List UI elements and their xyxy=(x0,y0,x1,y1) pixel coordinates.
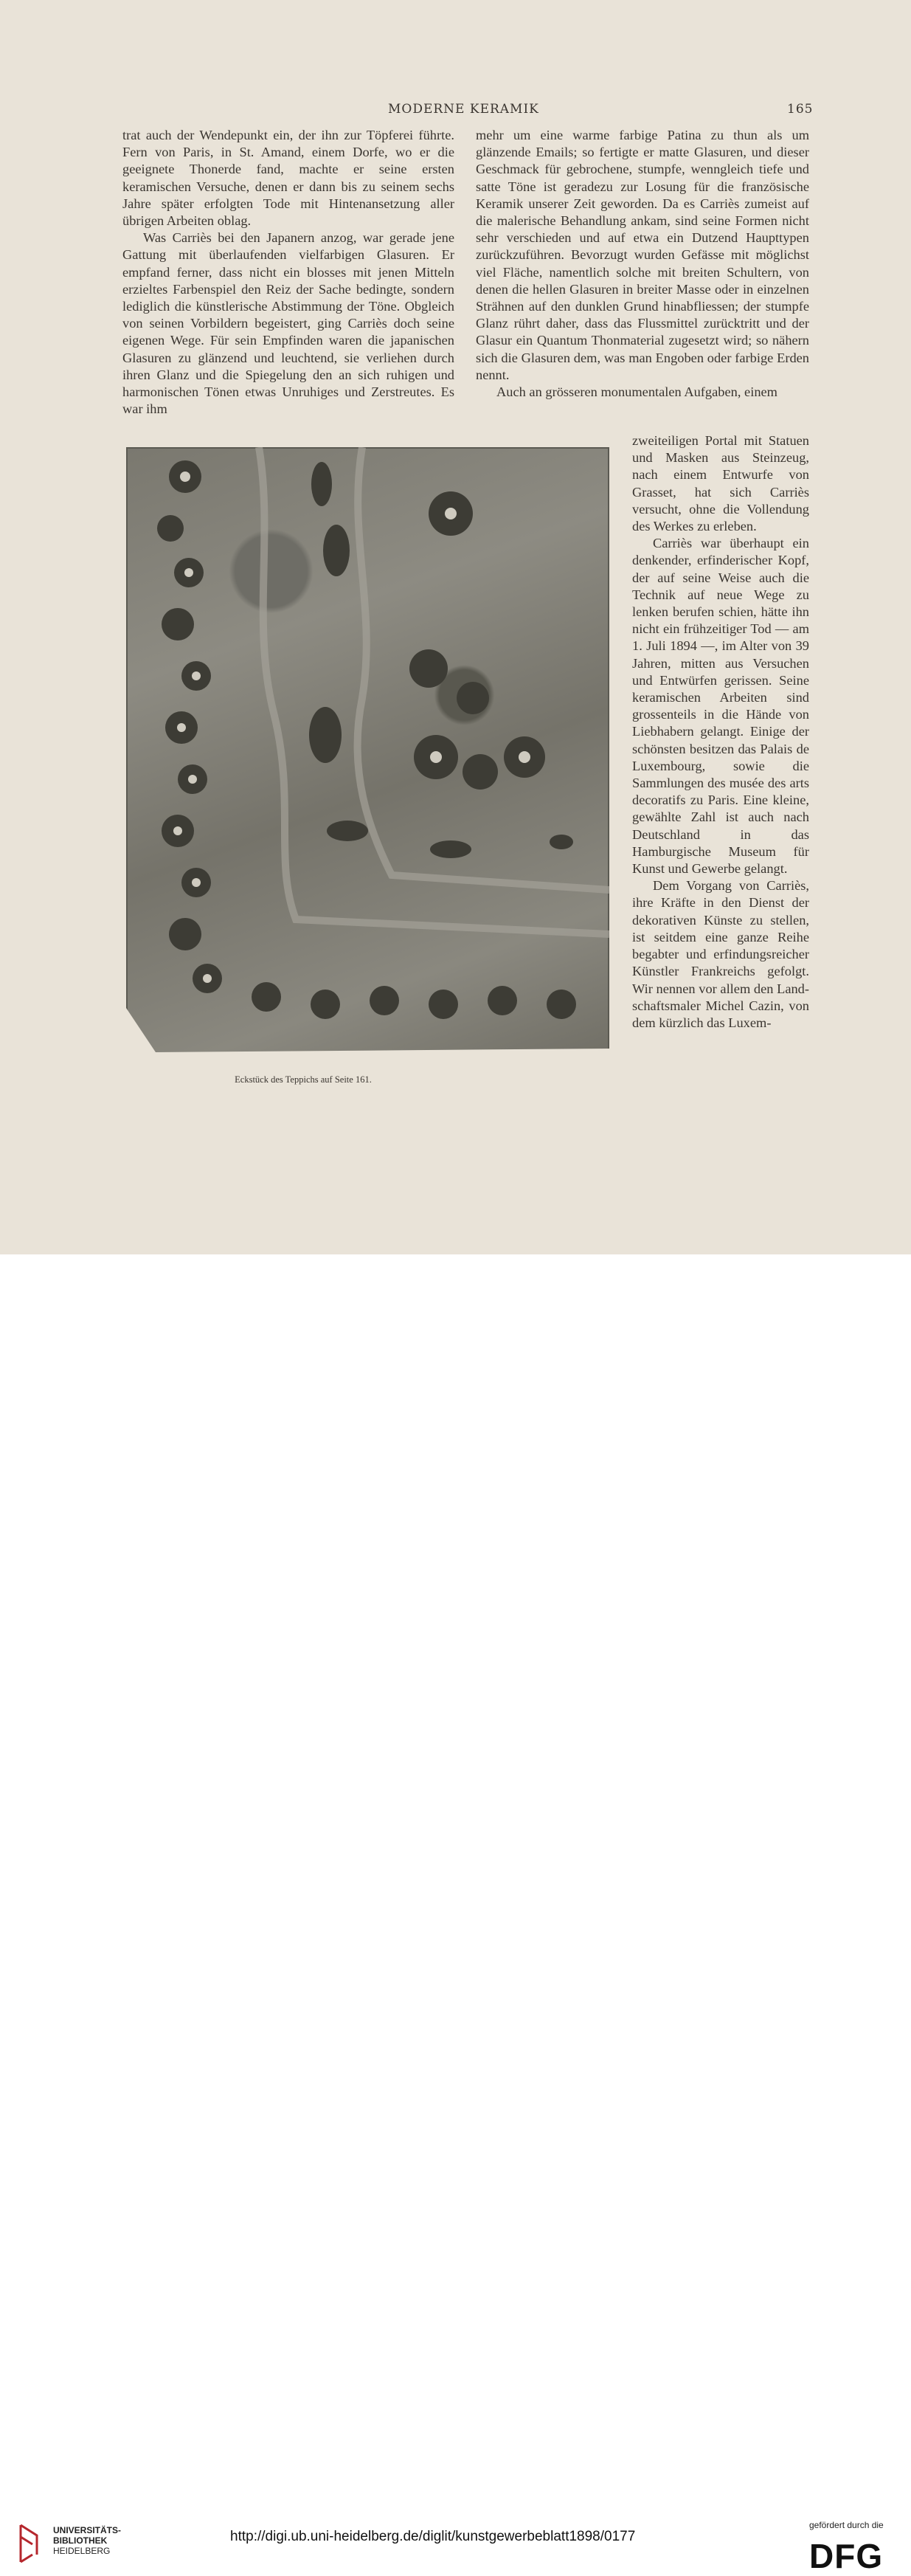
running-head xyxy=(0,102,911,120)
paragraph: zweiteiligen Portal mit Statuen und Masken aus Steinzeug, nach einem Entwurfe von Grasset, hat sich Carriès versucht, ohne die Vollendung des Werkes zu erleben. xyxy=(632,433,809,534)
permalink-url[interactable]: http://digi.ub.uni-heidelberg.de/diglit/kunstgewerbeblatt1898/0177 xyxy=(230,2529,636,2544)
carpet-pattern-illustration xyxy=(126,447,609,1067)
scanned-page xyxy=(0,0,911,1254)
paragraph: trat auch der Wendepunkt ein, der ihn zur Töpferei führte. Fern von Paris, in St. Amand, einem Dorfe, wo er die geeignete Thonerde fand, machte er seine ersten keramischen Versuche, denen er dann bis zu seinem sechs Jahre später erfolgten Tode mit Hintenansetzung aller übrigen Arbeiten oblag. xyxy=(122,128,454,229)
paragraph: Carriès war überhaupt ein denkender, erfinderischer Kopf, der auf seine Weise auch die Technik auf neue Wege zu lenken berufen schien, hätte ihn nicht ein frühzeitiger Tod — am 1. Juli 1894 —, im Alter von 39 Jahren, mitten aus Versuchen und Entwürfen gerissen. Seine keramischen Arbeiten sind grossenteils in die Hände von Liebhabern gelangt. Einige der schönsten besitzen das Palais de Luxembourg, sowie die Sammlungen des musée des arts decoratifs zu Paris. Eine kleine, gewählte Zahl ist auch nach Deutschland in das Hamburgische Museum für Kunst und Gewerbe gelangt. xyxy=(632,536,809,877)
running-title: MODERNE KERAMIK xyxy=(388,102,539,117)
institution-name xyxy=(53,2525,121,2556)
carpet-photograph xyxy=(126,447,609,1067)
left-text-column xyxy=(122,127,454,418)
paragraph: Dem Vorgang von Carriès, ihre Kräfte in den Dienst der dekorativen Künste zu stellen, ist seitdem eine ganze Reihe begabter und erfindungsreicher Künstler Frankreichs gefolgt. Wir nennen vor allem den Landschaftsmaler Michel Cazin, von dem kürzlich das Luxem- xyxy=(632,878,809,1030)
right-text-column xyxy=(476,127,809,401)
institution-line: BIBLIOTHEK xyxy=(53,2535,108,2546)
institution-line: UNIVERSITÄTS- xyxy=(53,2525,122,2535)
paragraph: mehr um eine warme farbige Patina zu thun als um glänzende Emails; so fertigte er matte Glasuren, und dieser Geschmack für gebrochene, stumpfe, wenngleich tiefe und satte Töne ist geradezu zur Losung für die französische Keramik unserer Zeit geworden. Da es Carriès zumeist auf die malerische Behandlung ankam, sind seine Formen nicht sehr verschieden und auf etwa ein Dutzend Haupttypen zurückzuführen. Bevorzugt wurden Gefässe mit möglichst viel Fläche, namentlich solche mit breiten Schultern, von denen die hellen Glasuren in breiter Masse oder in einzelnen Strähnen auf den dunklen Grund hinabfliessen; der stumpfe Glanz rührt daher, dass das Flussmittel zurücktritt und der Glasur ein Quantum Thonmaterial zugesetzt wird; so nähern sich die Glasuren dem, was man Engoben oder farbige Erden nennt. xyxy=(476,128,809,382)
funding-note: gefördert durch die xyxy=(809,2520,884,2530)
footer-bar xyxy=(0,1254,911,2575)
university-library-logo-icon xyxy=(15,2522,47,2565)
page-number: 165 xyxy=(787,102,814,117)
right-narrow-text-column xyxy=(632,432,809,1032)
dfg-logo: DFG xyxy=(809,2537,884,2575)
institution-line: HEIDELBERG xyxy=(53,2546,111,2556)
paragraph: Was Carriès bei den Japanern anzog, war gerade jene Gattung mit überlaufenden vielfarbigen Glasuren. Er empfand ferner, dass nicht ein blosses mit jenen Mitteln erzieltes Farbenspiel den Reiz der Sache bedingte, sondern lediglich die künstlerische Abstimmung der Töne. Obgleich von seinen Vorbildern begeistert, ging Carriès doch seine eigenen Wege. Für sein Empfinden waren die japanischen Glasuren zu glänzend und leuchtend, sie verliehen durch ihren Glanz und die Spiegelung den an sich ruhigen und harmonischen Tönen etwas Unruhiges und Zerstreutes. Es war ihm xyxy=(122,230,454,417)
figure-caption: Eckstück des Teppichs auf Seite 161. xyxy=(235,1074,372,1085)
paragraph: Auch an grösseren monumentalen Aufgaben, einem xyxy=(496,384,777,400)
